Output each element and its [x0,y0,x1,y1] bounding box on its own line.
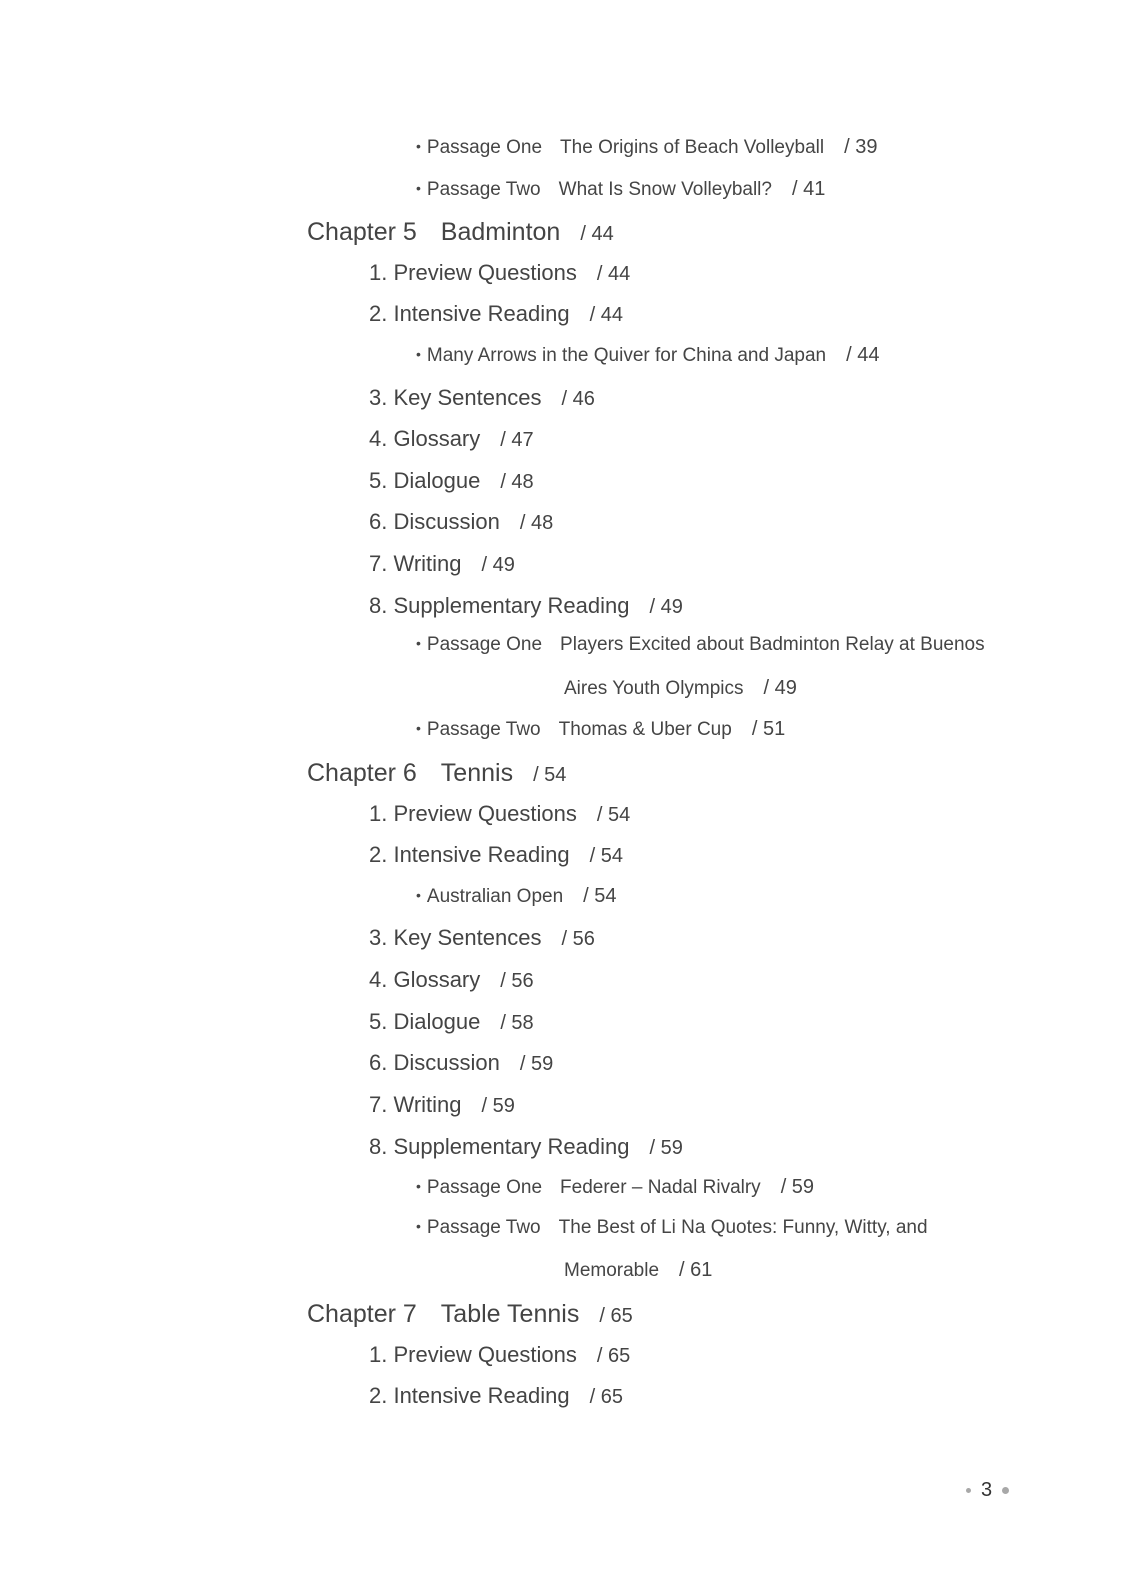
toc-section[interactable] [369,1344,630,1366]
passage-title: What Is Snow Volleyball? [558,179,772,200]
page-number: 3 [981,1479,993,1501]
passage-label: Passage One [426,1177,543,1198]
bullet-icon: • [416,887,421,903]
toc-section[interactable] [369,553,515,575]
toc-section[interactable] [369,1052,553,1074]
page-ref: / 59 [780,1176,815,1198]
page-ref: / 65 [596,1345,631,1367]
page-ref: / 59 [649,1137,683,1159]
toc-section[interactable] [369,969,534,991]
section-title: 7. Writing [369,1092,462,1117]
toc-passage[interactable] [416,179,825,199]
page-ref: / 46 [561,388,595,410]
page-ref: / 48 [500,471,534,493]
toc-chapter-7[interactable] [307,1302,633,1327]
page-ref: / 65 [589,1386,623,1408]
passage-title: Thomas & Uber Cup [558,719,732,740]
toc-passage[interactable] [416,719,785,739]
section-title: 3. Key Sentences [369,385,542,410]
toc-section[interactable] [369,1385,623,1407]
bullet-icon: • [416,138,421,154]
page-ref: / 49 [481,554,515,576]
passage-title: Memorable [564,1260,660,1281]
page-ref: / 54 [589,845,623,867]
toc-passage[interactable] [416,1218,948,1237]
page-ref: / 54 [533,764,567,786]
toc-passage-continuation[interactable] [564,678,797,698]
page-ref: / 44 [580,223,614,245]
chapter-title: Table Tennis [440,1300,580,1328]
section-title: 4. Glossary [369,426,481,451]
section-title: 8. Supplementary Reading [369,593,630,618]
toc-section[interactable] [369,927,595,949]
toc-passage[interactable] [416,137,877,157]
bullet-icon: • [416,635,421,651]
page-ref: / 41 [791,178,826,200]
page-ref: / 49 [763,677,797,699]
toc-passage[interactable] [416,345,879,365]
passage-label: Passage One [426,137,543,158]
bullet-icon: • [416,1178,421,1194]
section-title: 5. Dialogue [369,468,481,493]
chapter-label: Chapter 6 [307,759,417,787]
section-title: 2. Intensive Reading [369,301,570,326]
section-title: 7. Writing [369,551,462,576]
bullet-icon: • [416,720,421,736]
toc-section[interactable] [369,1136,683,1158]
section-title: 4. Glossary [369,967,481,992]
page-ref: / 47 [500,429,534,451]
page-ref: / 59 [481,1095,515,1117]
section-title: 1. Preview Questions [369,1342,577,1367]
chapter-label: Chapter 7 [307,1300,417,1328]
section-title: 2. Intensive Reading [369,1383,570,1408]
page-ref: / 48 [519,512,554,534]
page-ref: / 58 [500,1012,534,1034]
chapter-label: Chapter 5 [307,218,417,246]
toc-chapter-6[interactable] [307,761,566,786]
section-title: 1. Preview Questions [369,260,577,285]
passage-label: Passage Two [426,719,541,740]
passage-title: The Origins of Beach Volleyball [560,137,825,158]
section-title: 1. Preview Questions [369,801,577,826]
toc-chapter-5[interactable] [307,220,614,245]
toc-section[interactable] [369,387,595,409]
toc-section[interactable] [369,511,553,533]
dot-icon [1002,1487,1009,1494]
toc-section[interactable] [369,803,630,825]
page-ref: / 61 [679,1259,713,1281]
toc-section[interactable] [369,303,623,325]
section-title: 6. Discussion [369,1050,500,1075]
page-ref: / 51 [751,718,786,740]
bullet-icon: • [416,180,421,196]
passage-label: Passage Two [426,1217,541,1238]
section-title: 8. Supplementary Reading [369,1134,630,1159]
bullet-icon: • [416,1218,421,1234]
page-ref: / 44 [589,304,623,326]
page-number-footer [966,1479,1009,1502]
section-title: 2. Intensive Reading [369,842,570,867]
page-ref: / 54 [583,885,617,907]
toc-section[interactable] [369,470,534,492]
page-ref: / 49 [649,596,683,618]
toc-passage-continuation[interactable] [564,1260,712,1280]
toc-passage[interactable] [416,886,617,906]
passage-title: Federer – Nadal Rivalry [560,1177,761,1198]
toc-section[interactable] [369,262,630,284]
page-ref: / 44 [596,263,631,285]
chapter-title: Badminton [440,218,561,246]
passage-title: The Best of Li Na Quotes: Funny, Witty, and [558,1217,928,1238]
page-ref: / 44 [846,344,880,366]
toc-section[interactable] [369,428,534,450]
toc-section[interactable] [369,1011,534,1033]
passage-title: Australian Open [426,886,564,907]
passage-title: Many Arrows in the Quiver for China and Japan [426,345,827,366]
toc-section[interactable] [369,1094,515,1116]
toc-section[interactable] [369,595,683,617]
toc-passage[interactable] [416,1177,814,1197]
toc-passage[interactable] [416,635,1005,654]
page-ref: / 39 [844,136,878,158]
section-title: 6. Discussion [369,509,500,534]
toc-section[interactable] [369,844,623,866]
page-ref: / 54 [596,804,631,826]
passage-title: Players Excited about Badminton Relay at Buenos [560,634,985,655]
section-title: 5. Dialogue [369,1009,481,1034]
passage-label: Passage Two [426,179,541,200]
page-ref: / 59 [519,1053,554,1075]
dot-icon [966,1488,971,1493]
passage-label: Passage One [426,634,543,655]
bullet-icon: • [416,346,421,362]
page-ref: / 56 [561,928,595,950]
page-ref: / 56 [500,970,534,992]
passage-title: Aires Youth Olympics [564,678,744,699]
page-ref: / 65 [599,1305,633,1327]
section-title: 3. Key Sentences [369,925,542,950]
chapter-title: Tennis [440,759,514,787]
